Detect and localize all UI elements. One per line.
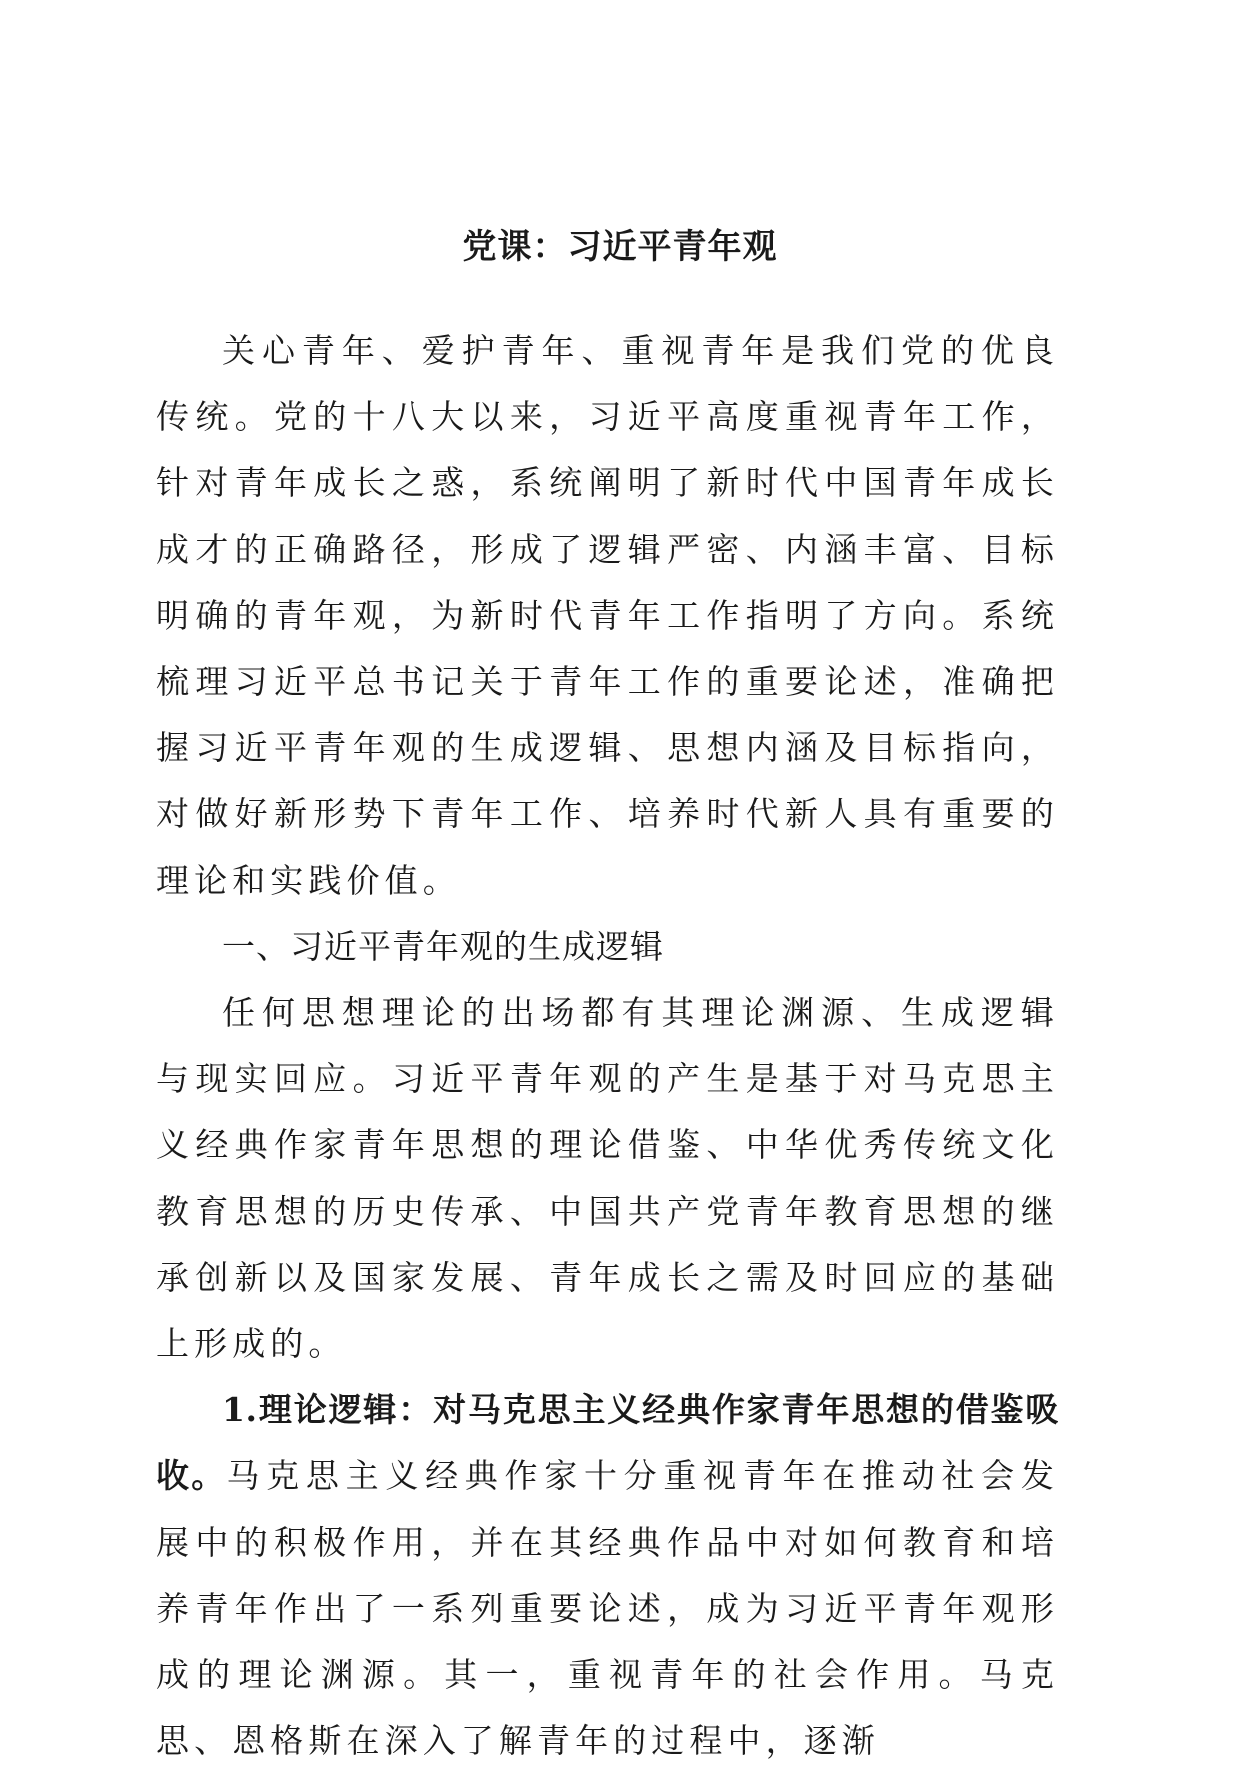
subsection-paragraph	[156, 1377, 1059, 1774]
document-body	[156, 318, 1059, 1774]
document-title: 党课：习近平青年观	[462, 227, 778, 267]
section-paragraph: 任何思想理论的出场都有其理论渊源、生成逻辑与现实回应。习近平青年观的产生是基于对马克思主义经典作家青年思想的理论借鉴、中华优秀传统文化教育思想的历史传承、中国共产党青年教育思想的继承创新以及国家发展、青年成长之需及时回应的基础上形成的。	[156, 993, 1059, 1364]
subsection-heading: 1.理论逻辑：对马克思主义经典作家青年思想的借鉴吸收。	[156, 1390, 1059, 1496]
intro-paragraph: 关心青年、爱护青年、重视青年是我们党的优良传统。党的十八大以来，习近平高度重视青年工作，针对青年成长之惑，系统阐明了新时代中国青年成长成才的正确路径，形成了逻辑严密、内涵丰富、目标明确的青年观，为新时代青年工作指明了方向。系统梳理习近平总书记关于青年工作的重要论述，准确把握习近平青年观的生成逻辑、思想内涵及目标指向，对做好新形势下青年工作、培养时代新人具有重要的理论和实践价值。	[156, 331, 1059, 900]
section-heading: 一、习近平青年观的生成逻辑	[222, 926, 664, 966]
subsection-text: 马克思主义经典作家十分重视青年在推动社会发展中的积极作用，并在其经典作品中对如何教育和培养青年作出了一系列重要论述，成为习近平青年观形成的理论渊源。其一，重视青年的社会作用。马克思、恩格斯在深入了解青年的过程中，逐渐	[156, 1456, 1059, 1761]
